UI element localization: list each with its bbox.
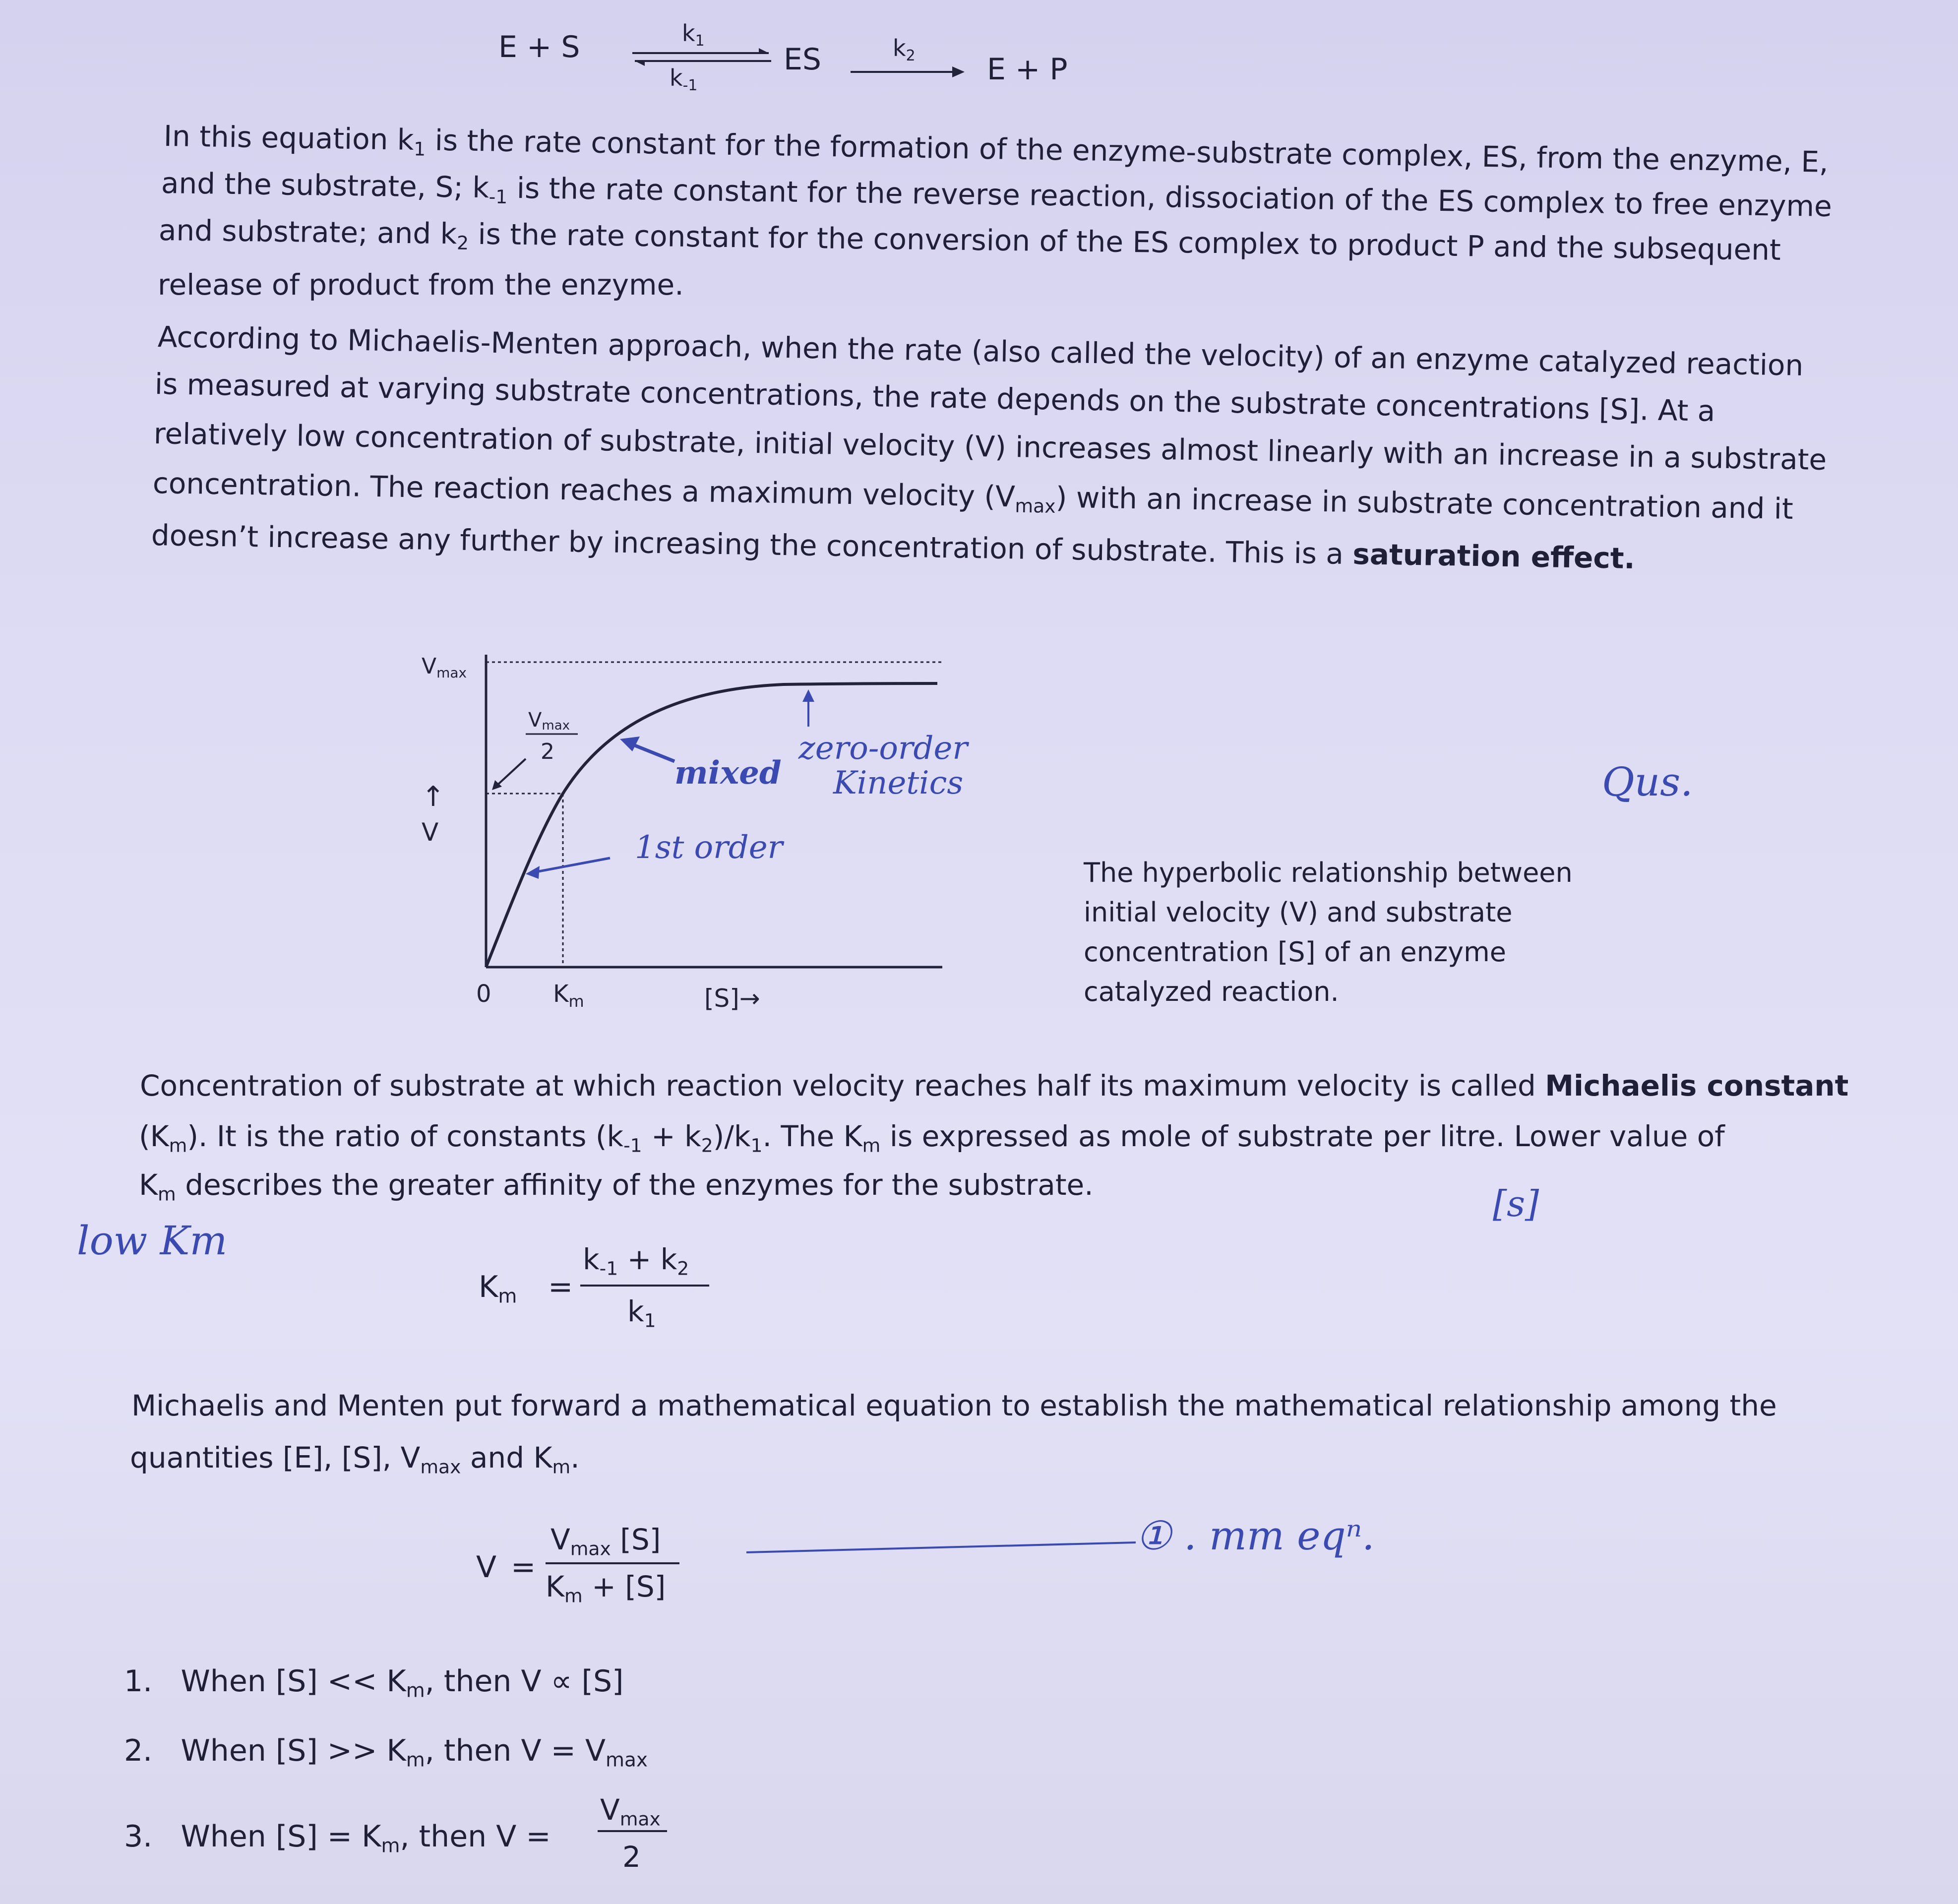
hand-first-order: 1st order [635, 829, 783, 866]
para1-line1: In this equation $k_1$ is the rate constant for the formation of the enzyme-substrate complex, ES, from the enzyme, E, [163, 119, 1829, 179]
para3-line3: $K_m$ describes the greater affinity of the enzymes for the substrate. [139, 1168, 1094, 1205]
km-formula-numerator: $k_{-1} + k_2$ [583, 1242, 689, 1280]
hand-zero-order: zero-order [798, 730, 968, 767]
mm-formula-lhs: V [476, 1550, 497, 1585]
hand-mm-eq: ① . mm eqⁿ. [1136, 1513, 1375, 1559]
v-axis-label: V [422, 818, 439, 847]
para1-line4: release of product from the enzyme. [158, 268, 684, 302]
para4-line1: Michaelis and Menten put forward a mathematical equation to establish the mathematical relationship among the [131, 1389, 1777, 1422]
vmax-label: Vmax [422, 654, 467, 681]
equilibrium-arrows [630, 47, 774, 67]
rate-k1: $k_1$ [682, 20, 705, 50]
caption-line2: initial velocity (V) and substrate [1084, 897, 1513, 928]
reaction-rhs: E + P [987, 52, 1068, 87]
para2-line3: relatively low concentration of substrate, initial velocity (V) increases almost linearly with an increase in a substrate [153, 417, 1827, 477]
para4-line2: quantities [E], [S], $V_{max}$ and $K_m$. [130, 1441, 580, 1478]
caption-line1: The hyperbolic relationship between [1084, 857, 1573, 888]
list-item: 1. When $[S] << K_m$, then V ∝ [S] [124, 1664, 624, 1702]
para3-line1: Concentration of substrate at which reaction velocity reaches half its maximum velocity is called Michaelis constant [140, 1069, 1849, 1103]
para2-line5: doesn’t increase any further by increasing the concentration of substrate. This is a saturation effect. [151, 518, 1636, 575]
para1-line2: and the substrate, S; $k_{-1}$ is the rate constant for the reverse reaction, dissociation of the ES complex to free enzyme [161, 166, 1833, 224]
s-axis-label: [S]→ [704, 984, 760, 1013]
half-vmax-num: Vmax [528, 709, 570, 733]
list3-frac-den: 2 [622, 1840, 641, 1874]
mm-formula-numerator: $V_{max}$ [S] [551, 1523, 661, 1560]
forward-arrow [848, 64, 967, 79]
rate-k2: $k_2$ [893, 35, 916, 64]
km-formula-lhs: $K_m$ [479, 1270, 517, 1308]
hand-kinetics: Kinetics [833, 765, 964, 801]
km-formula-bar [580, 1285, 709, 1287]
hand-low-km: low Km [77, 1218, 228, 1264]
list-item: 3. When $[S] = K_m$, then V = [124, 1819, 551, 1857]
para2-line4: concentration. The reaction reaches a maximum velocity $(V_{max})$ with an increase in substrate concentration and it [152, 466, 1794, 526]
rate-k-minus-1: $k_{-1}$ [670, 64, 698, 94]
half-vmax-den: 2 [541, 739, 554, 764]
para1-line3: and substrate; and $k_2$ is the rate constant for the conversion of the ES complex to product P and the subsequent [158, 213, 1781, 267]
para2-line1: According to Michaelis-Menten approach, when the rate (also called the velocity) of an enzyme catalyzed reaction [157, 320, 1804, 382]
km-formula-denominator: $k_1$ [627, 1294, 656, 1332]
para2-line2: is measured at varying substrate concentrations, the rate depends on the substrate concentrations [S]. At a [154, 367, 1715, 428]
mm-formula-eq: = [511, 1550, 536, 1585]
michaelis-menten-plot [407, 640, 992, 1017]
v-arrow: ↑ [422, 781, 445, 813]
list3-frac-bar [598, 1830, 667, 1832]
km-label: $K_m$ [553, 980, 584, 1011]
caption-line4: catalyzed reaction. [1084, 976, 1339, 1007]
mm-formula-denominator: $K_m + [S]$ [546, 1570, 666, 1607]
origin-label: 0 [476, 980, 491, 1008]
hand-qus: Qus. [1602, 759, 1693, 805]
list-item: 2. When $[S] >> K_m$, then $V = V_{max}$ [124, 1733, 648, 1772]
para3-line2: $(K_m)$. It is the ratio of constants $(k_{-1} + k_2)/k_1$. The $K_m$ is expressed as mole of substrate per litre. Lower value of [139, 1119, 1725, 1157]
reaction-lhs: E + S [498, 30, 580, 64]
km-formula-eq: = [548, 1270, 573, 1304]
list3-frac-num: $V_{max}$ [600, 1793, 661, 1830]
caption-line3: concentration [S] of an enzyme [1084, 936, 1507, 968]
hand-line-to-eq [744, 1528, 1141, 1567]
hand-mixed: mixed [674, 754, 782, 792]
mm-formula-bar [546, 1562, 679, 1564]
hand-bracket-s: [s] [1493, 1183, 1539, 1225]
reaction-es: ES [784, 42, 821, 77]
